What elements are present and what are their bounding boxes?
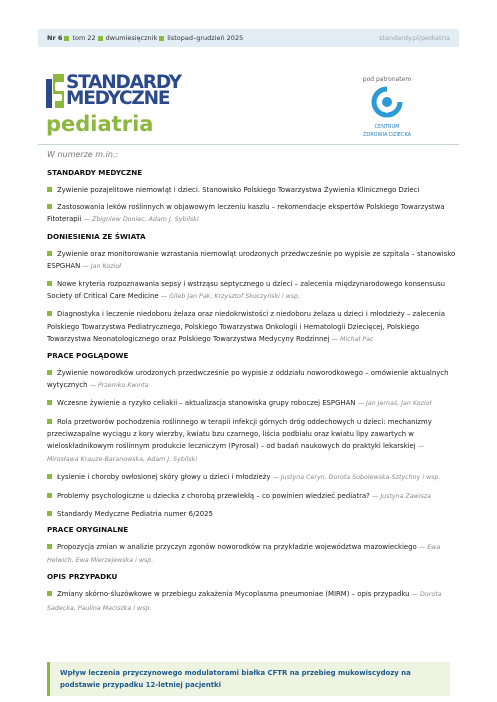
header-divider: [38, 144, 459, 145]
article-item[interactable]: [47, 184, 457, 196]
article-item[interactable]: [47, 508, 457, 520]
bullet-square-icon: [47, 419, 52, 424]
article-title: Zastosowania leków roślinnych w objawowym leczeniu kaszlu – rekomendacje ekspertów Polskiego Towarzystwa Fitoterapii: [47, 203, 445, 224]
site-url[interactable]: standardy.pl/pediatria: [379, 34, 450, 42]
article-title: Żywienie oraz monitorowanie wzrastania niemowląt urodzonych przedwcześnie po wypisie ze szpitala – stanowisko ESPGHAN: [47, 249, 456, 270]
bullet-square-icon: [64, 36, 69, 41]
article-authors: — Justyna Zawisza: [372, 492, 432, 500]
article-authors: — Jan Kozioł: [82, 262, 121, 270]
bullet-square-icon: [47, 281, 52, 286]
bullet-square-icon: [159, 36, 164, 41]
article-item[interactable]: [47, 416, 457, 467]
bullet-square-icon: [47, 187, 52, 192]
table-of-contents: [47, 150, 457, 620]
bullet-square-icon: [47, 400, 52, 405]
issue-number: Nr 6: [47, 34, 63, 42]
article-authors: — Dorota Sadecka, Paulina Maciszka i wsp.: [47, 591, 442, 612]
section-title: OPIS PRZYPADKU: [47, 572, 118, 582]
article-item[interactable]: [47, 588, 457, 614]
article-title: Rola przetworów pochodzenia roślinnego w terapii infekcji górnych dróg oddechowych u dzieci: mechanizmy przeciwzapalne wyciągu z kory wierzby, kwiatu bzu czarnego, liścia podbiału oraz kwiatu lipy zawartych w wieloskładnikowym roślinnym produkcie leczniczym (Pyrosal) – od badań naukowych do praktyki lekarskiej: [47, 417, 432, 451]
issue-info-bar: [38, 29, 459, 47]
bullet-square-icon: [47, 591, 52, 596]
article-title: Żywienie noworodków urodzonych przedwcześnie po wypisie z oddziału noworodkowego – omówienie aktualnych wytycznych: [47, 369, 449, 390]
article-authors: — Michał Pac: [331, 335, 374, 343]
toc-sections: [47, 168, 457, 615]
section-title: STANDARDY MEDYCZNE: [47, 168, 143, 177]
bullet-square-icon: [47, 544, 52, 549]
article-item[interactable]: [47, 541, 457, 567]
bullet-square-icon: [47, 474, 52, 479]
article-title: Łysienie i choroby owłosionej skóry głowy u dzieci i młodzieży: [57, 473, 271, 482]
bullet-square-icon: [47, 370, 52, 375]
article-item[interactable]: [47, 397, 457, 410]
featured-article-banner[interactable]: Wpływ leczenia przyczynowego modulatorami białka CFTR na przebieg mukowiscydozy na podstawie przypadku 12-letniej pacjentki: [47, 662, 450, 696]
journal-subtitle: pediatria: [46, 112, 154, 136]
patronage-label: pod patronatem: [362, 76, 412, 83]
article-item[interactable]: [47, 367, 457, 392]
article-title: Zmiany skórno-śluzówkowe w przebiegu zakażenia Mycoplasma pneumoniae (MIRM) – opis przypadku: [57, 590, 410, 599]
section-title: PRACE POGLĄDOWE: [47, 351, 129, 361]
bullet-square-icon: [47, 311, 52, 316]
article-title: Problemy psychologiczne u dziecka z chorobą przewlekłą – co powinien wiedzieć pediatra?: [57, 491, 370, 500]
article-item[interactable]: [47, 308, 457, 346]
volume: tom 22: [72, 34, 96, 42]
article-title: Diagnostyka i leczenie niedoboru żelaza oraz niedokrwistości z niedoboru żelaza u dzieci i młodzieży – zalecenia Polskiego Towarzystwa Pediatrycznego, Polskiego Towarzystwa Onkologii i Hematologii Dziecięcej, Polskiego Towarzystwa Neonatologicznego oraz Polskiego Towarzystwa Medycyny Rodzinnej: [47, 310, 446, 343]
article-item[interactable]: [47, 278, 457, 303]
bullet-square-icon: [47, 493, 52, 498]
bullet-square-icon: [47, 511, 52, 516]
article-authors: — Zbigniew Doniec, Adam J. Sybilski: [83, 216, 199, 224]
patronage-block: [352, 76, 422, 138]
bullet-square-icon: [98, 36, 103, 41]
bullet-square-icon: [47, 251, 52, 256]
article-authors: — Jan Jernaś, Jan Kozioł: [357, 400, 432, 408]
czd-logo-icon: [369, 86, 405, 118]
article-title: Standardy Medyczne Pediatria numer 6/2025: [57, 509, 213, 518]
standardy-medyczne-logo: [46, 74, 206, 108]
brand-line-1: STANDARDY: [66, 72, 181, 93]
article-item[interactable]: [47, 471, 457, 484]
article-item[interactable]: [47, 248, 457, 273]
toc-intro: W numerze m.in.:: [47, 150, 119, 159]
patron-org-line2: ZDROWIA DZIECKA: [362, 132, 412, 138]
article-authors: — Justyna Ceryn, Dorota Sobolewska-Sztychny i wsp.: [272, 474, 441, 482]
period: listopad–grudzień 2025: [167, 34, 244, 42]
article-authors: — Przemko Kwinta: [89, 382, 149, 390]
article-authors: — Ewa Helwich, Ewa Mierzejewska i wsp.: [47, 544, 441, 565]
article-item[interactable]: [47, 201, 457, 226]
bullet-square-icon: [47, 204, 52, 209]
article-title: Nowe kryteria rozpoznawania sepsy i wstrząsu septycznego u dzieci – zalecenia międzynarodowego konsensusu Society of Critical Care Medicine: [47, 280, 446, 301]
article-title: Żywienie pozajelitowe niemowląt i dzieci. Stanowisko Polskiego Towarzystwa Żywienia Klinicznego Dzieci: [57, 186, 420, 194]
section-title: DONIESIENIA ZE ŚWIATA: [47, 231, 146, 241]
article-authors: — Gileb Jan Pak, Krzysztof Skoczyński i wsp.: [160, 293, 301, 301]
article-item[interactable]: [47, 490, 457, 503]
brand-line-2: MEDYCZNE: [66, 88, 170, 109]
article-title: Wczesne żywienie a ryzyko celiakii – aktualizacja stanowiska grupy roboczej ESPGHAN: [57, 399, 356, 408]
patron-org-line1: CENTRUM: [374, 124, 400, 130]
article-authors: — Mirosława Krauze-Baranowska, Adam J. Sybilski: [47, 443, 425, 464]
frequency: dwumiesięcznik: [105, 34, 158, 42]
logo-s-mark-icon: [46, 74, 64, 108]
section-title: PRACE ORYGINALNE: [47, 525, 129, 535]
article-title: Propozycja zmian w analizie przyczyn zgonów noworodków na przykładzie województwa mazowieckiego: [57, 543, 417, 552]
